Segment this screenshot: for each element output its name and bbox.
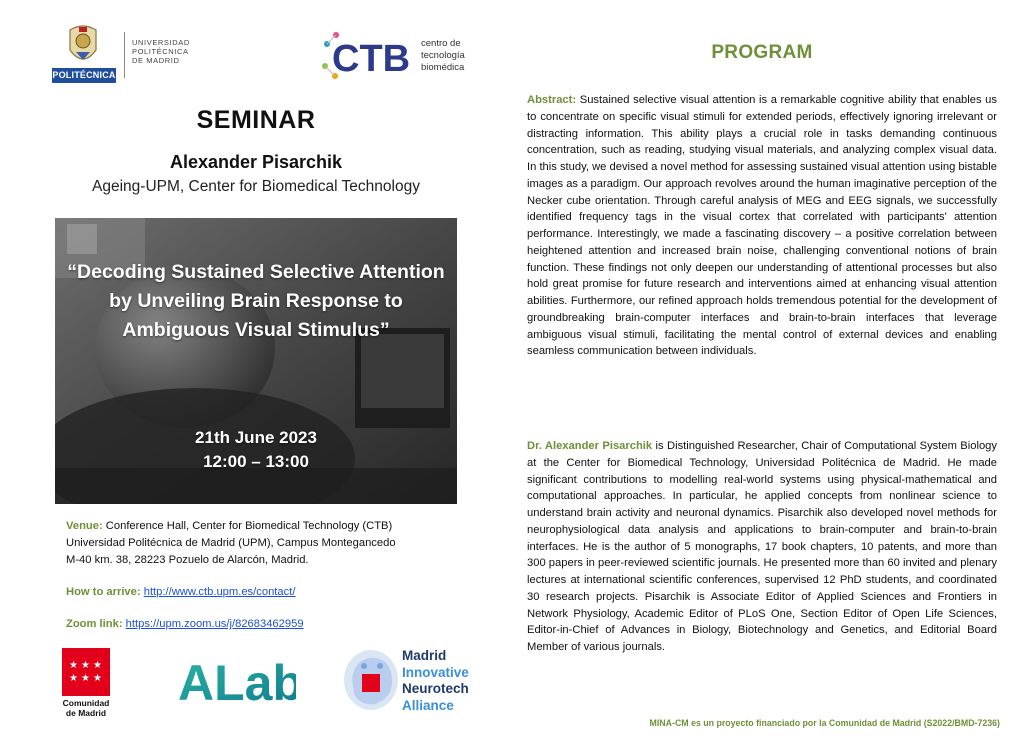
svg-text:★: ★	[81, 673, 90, 684]
svg-text:★: ★	[93, 660, 102, 671]
ctb-logo	[318, 30, 478, 86]
abstract-paragraph	[527, 92, 997, 360]
mina-text	[402, 648, 469, 714]
svg-text:★: ★	[93, 673, 102, 684]
mina-line: Madrid	[402, 648, 447, 663]
mina-line: Neurotech	[402, 681, 469, 696]
talk-title: “Decoding Sustained Selective Attention by Unveiling Brain Response to Ambiguous Visual Stimulus”	[67, 261, 445, 341]
arrive-label: How to arrive:	[66, 586, 141, 598]
venue-line2: Universidad Politécnica de Madrid (UPM), Campus Montegancedo	[66, 537, 396, 549]
bio-label: Dr. Alexander Pisarchik	[527, 440, 653, 452]
ctb-sub-line: biomédica	[421, 62, 465, 73]
brain-icon	[342, 648, 400, 714]
ctb-sub-line: tecnología	[421, 50, 465, 61]
cam-text-line: Comunidad	[62, 698, 110, 708]
alab-mark	[178, 652, 296, 712]
talk-time: 12:00 – 13:00	[203, 452, 309, 471]
hero-banner	[55, 218, 457, 504]
upm-logo	[52, 24, 202, 84]
upm-name-line: DE MADRID	[132, 56, 180, 65]
upm-badge: POLITÉCNICA	[52, 68, 116, 83]
mina-logo	[342, 648, 490, 716]
abstract-label: Abstract:	[527, 94, 577, 106]
alab-text: ALab	[178, 655, 296, 711]
cam-text-line: de Madrid	[65, 708, 107, 718]
venue-line1: Conference Hall, Center for Biomedical Technology (CTB)	[105, 520, 393, 532]
abstract-text: Sustained selective visual attention is a remarkable cognitive ability that enables us to concentrate on specific visual stimuli for extended periods, effectively ignoring irrelevant or distracting information. This ability plays a crucial role in tasks demanding continuous concentration, such as reading, studying visual materials, and analyzing complex visual data. In this study, we devised a novel method for assessing sustained visual attention using bistable images as a paradigm. Our approach revolves around the human imaginative perception of the Necker cube orientation. Through careful analysis of MEG and EEG signals, we successfully identified frequency tags in the visual cortex that correlated with participants' attention performance. Interestingly, we made a fascinating discovery – a positive correlation between heightened attention and increased brain noise, challenging conventional notions of brain function. These findings not only deepen our understanding of attentional processes but also hold great promise for future research and interventions aimed at enhancing visual attention abilities. Furthermore, our refined approach holds tremendous potential for the development of groundbreaking brain-computer interfaces and brain-to-brain interfaces that leverage ambiguous visual stimuli, facilitating the mental control of external devices and enabling seamless communication between individuals.	[527, 94, 998, 358]
mina-line: Innovative	[402, 664, 469, 680]
venue-block	[66, 518, 466, 569]
comunidad-madrid-logo	[52, 648, 118, 724]
zoom-info	[66, 616, 304, 633]
funding-footer: MINA-CM es un proyecto financiado por la Comunidad de Madrid (S2022/BMD-7236)	[649, 718, 1000, 728]
how-to-arrive	[66, 584, 295, 601]
alab-logo	[178, 652, 296, 712]
zoom-label: Zoom link:	[66, 618, 123, 630]
talk-date: 21th June 2023	[195, 428, 317, 447]
program-heading: PROGRAM	[711, 42, 813, 63]
seminar-heading: SEMINAR	[196, 106, 316, 134]
cam-text	[52, 698, 120, 718]
bio-paragraph	[527, 438, 997, 656]
upm-crest-icon	[62, 24, 104, 68]
venue-line3: M-40 km. 38, 28223 Pozuelo de Alarcón, Madrid.	[66, 554, 309, 566]
upm-name-line: UNIVERSIDAD	[132, 38, 190, 47]
zoom-link[interactable]: https://upm.zoom.us/j/82683462959	[125, 618, 304, 630]
svg-text:★: ★	[69, 660, 78, 671]
speaker-affiliation: Ageing-UPM, Center for Biomedical Technology	[92, 178, 420, 195]
svg-text:★: ★	[69, 673, 78, 684]
upm-name	[132, 38, 190, 65]
svg-text:★: ★	[81, 660, 90, 671]
arrive-link[interactable]: http://www.ctb.upm.es/contact/	[143, 586, 296, 598]
bio-text: is Distinguished Researcher, Chair of Computational System Biology at the Center for Biomedical Technology, Universidad Politécnica de Madrid. He made significant contributions to modelling real-world systems using physical-mathematical and computational approaches. In particular, he applied concepts from nonlinear science to understand brain activity and neuronal dynamics. Pisarchik also developed novel methods for neurophysiological data analysis and applications to brain-computer and brain-to-brain interfaces. He is the author of 5 monographs, 17 book chapters, 10 patents, and more than 300 papers in peer-reviewed scientific journals. He presented more than 60 invited and plenary lectures at international scientific conferences, supervised 12 PhD students, and coordinated 30 research projects. Pisarchik is Associate Editor of Applied Sciences and Frontiers in Network Physiology, Academic Editor of PLoS One, Section Editor of Open Life Sciences, Editor-in-Chief of Advances in Biology, Biotechnology and Genetics, and Editorial Board Member of various journals.	[527, 440, 998, 653]
cam-flag	[62, 648, 110, 696]
ctb-mark-text: CTB	[332, 38, 411, 80]
speaker-name: Alexander Pisarchik	[169, 152, 343, 172]
ctb-subtitle	[421, 38, 465, 74]
upm-name-line: POLITÉCNICA	[132, 47, 189, 56]
upm-divider	[124, 32, 125, 78]
ctb-sub-line: centro de	[421, 38, 461, 49]
mina-line: Alliance	[402, 697, 454, 713]
venue-label: Venue:	[66, 520, 103, 532]
ctb-mark-icon	[318, 30, 418, 82]
stars-icon	[62, 648, 110, 696]
